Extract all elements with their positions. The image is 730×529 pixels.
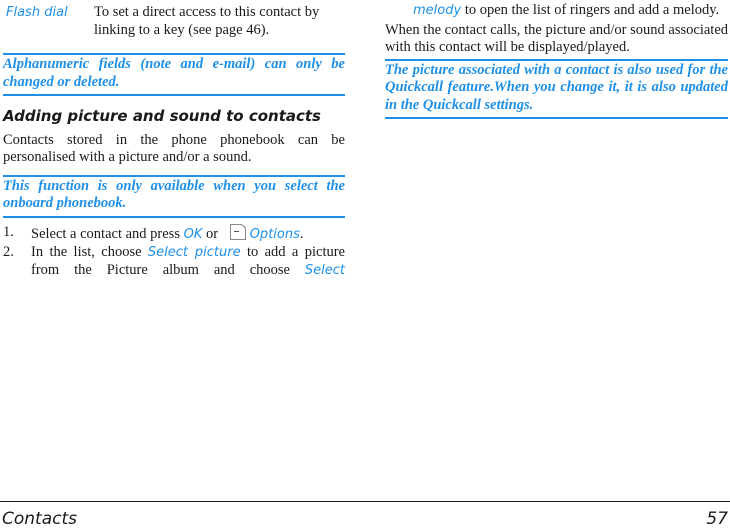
- melody-text: to open the list of ringers and add a melody.: [461, 2, 720, 18]
- step-text-part: or: [202, 225, 222, 242]
- section-heading: Adding picture and sound to contacts: [3, 107, 321, 125]
- flash-dial-description: To set a direct access to this contact by linking to a key (see page 46).: [94, 4, 320, 38]
- step-number: 2.: [3, 244, 14, 260]
- select-label: Select: [304, 262, 345, 278]
- ok-key-label: OK: [183, 226, 203, 242]
- step-2: [3, 244, 345, 279]
- note-alphanumeric: Alphanumeric fields (note and e-mail) can only be changed or deleted.: [3, 53, 345, 96]
- left-column: [3, 0, 345, 279]
- footer-rule: [0, 501, 730, 502]
- note-onboard: This function is only available when you select the onboard phonebook.: [3, 175, 345, 218]
- step-text-part: In the list, choose: [31, 244, 148, 260]
- step-text-part: to add a picture from the Picture album and choose: [31, 244, 345, 278]
- contact-calls-paragraph: When the contact calls, the picture and/or sound associated with this contact will be displayed/played.: [385, 21, 728, 55]
- step-text-part: Select a contact and press: [31, 225, 184, 242]
- melody-continuation: [385, 2, 728, 20]
- flash-dial-term: Flash dial: [6, 5, 68, 20]
- page-number: 57: [706, 509, 728, 529]
- step-text: [31, 224, 304, 244]
- step-number: 1.: [3, 223, 14, 240]
- options-key-label: Options: [249, 226, 300, 242]
- step-1: [3, 224, 345, 244]
- melody-label: melody: [413, 3, 462, 18]
- footer-section-title: Contacts: [2, 509, 77, 529]
- step-text: [31, 244, 345, 279]
- note-quickcall: The picture associated with a contact is also used for the Quickcall feature.When you change it, it is also updated in the Quickcall settings.: [385, 59, 728, 120]
- select-picture-label: Select picture: [147, 245, 241, 260]
- right-column: [385, 0, 728, 119]
- step-text-part: .: [299, 225, 304, 242]
- intro-paragraph: Contacts stored in the phone phonebook can be personalised with a picture and/or a sound.: [3, 131, 345, 165]
- softkey-icon: [230, 224, 246, 240]
- flash-dial-row: [3, 4, 345, 39]
